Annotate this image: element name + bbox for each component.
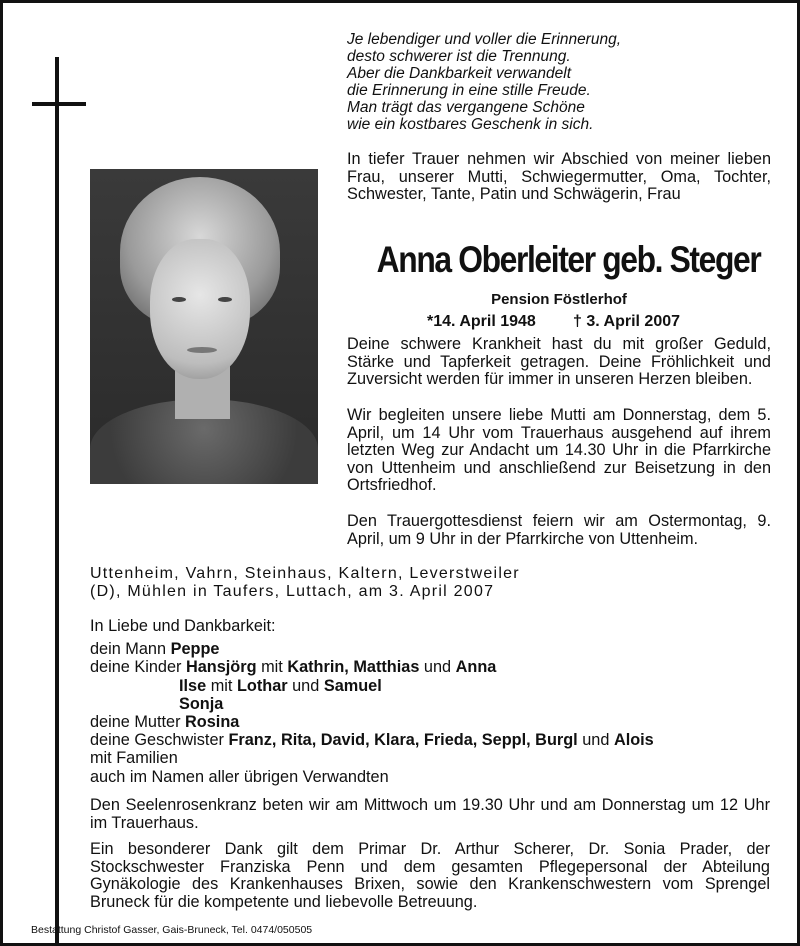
- death-date: † 3. April 2007: [573, 313, 681, 330]
- poem-line: Man trägt das vergangene Schöne: [347, 99, 585, 116]
- poem-line: Je lebendiger und voller die Erinnerung,: [347, 31, 622, 48]
- mourner-husband: dein Mann Peppe: [90, 640, 220, 659]
- birth-date: *14. April 1948: [427, 313, 536, 330]
- memorial-poem: [347, 31, 621, 133]
- mourner-child-3: Sonja: [179, 694, 224, 713]
- poem-line: wie ein kostbares Geschenk in sich.: [347, 116, 594, 133]
- mourner-mother: deine Mutter Rosina: [90, 713, 240, 732]
- mourners-list: [90, 617, 654, 786]
- affiliation: Pension Föstlerhof: [491, 291, 627, 308]
- cross-icon: [55, 57, 59, 945]
- mourner-siblings: deine Geschwister Franz, Rita, David, Klara, Frieda, Seppl, Burgl und Alois: [90, 731, 654, 750]
- photo-mouth: [187, 347, 217, 353]
- tribute-paragraph: Deine schwere Krankheit hast du mit großer Geduld, Stärke und Tapferkeit getragen. Deine Fröhlichkeit und Zuversicht werden für immer in unseren Herzen bleiben.: [347, 335, 771, 388]
- places-date: Uttenheim, Vahrn, Steinhaus, Kaltern, Leverstweiler (D), Mühlen in Taufers, Luttach, am 3. April 2007: [90, 565, 520, 600]
- intro-text: In tiefer Trauer nehmen wir Abschied von meiner lieben Frau, unserer Mutti, Schwiegermutter, Oma, Tochter, Schwester, Tante, Patin und Schwägerin, Frau: [347, 150, 771, 203]
- thanks-notice: Ein besonderer Dank gilt dem Primar Dr. Arthur Scherer, Dr. Sonia Prader, der Stockschwester Franziska Penn und dem gesamten Pflegepersonal der Abteilung Gynäkologie des Krankenhauses Brixen, sowie den Krankenschwestern vom Sprengel Bruneck für die kompetente und liebevolle Betreuung.: [90, 840, 770, 911]
- photo-eye: [218, 297, 232, 302]
- mourner-child-2: Ilse mit Lothar und Samuel: [179, 676, 382, 695]
- mourners-heading: In Liebe und Dankbarkeit:: [90, 617, 276, 635]
- service-paragraph: Den Trauergottesdienst feiern wir am Ostermontag, 9. April, um 9 Uhr in der Pfarrkirche von Uttenheim.: [347, 512, 771, 548]
- poem-line: die Erinnerung in eine stille Freude.: [347, 82, 591, 99]
- poem-line: desto schwerer ist die Trennung.: [347, 48, 571, 65]
- mourner-families: mit Familien: [90, 749, 178, 768]
- cross-icon-bar: [32, 102, 86, 106]
- deceased-name: Anna Oberleiter geb. Steger: [376, 239, 761, 280]
- funeral-home-credit: Bestattung Christof Gasser, Gais-Bruneck, Tel. 0474/050505: [31, 924, 313, 936]
- mourner-children: deine Kinder Hansjörg mit Kathrin, Matthias und Anna: [90, 658, 497, 677]
- rosary-notice: Den Seelenrosenkranz beten wir am Mittwoch um 19.30 Uhr und am Donnerstag um 12 Uhr im Trauerhaus.: [90, 796, 770, 832]
- poem-line: Aber die Dankbarkeit verwandelt: [347, 65, 572, 82]
- portrait-photo: [90, 169, 318, 484]
- mourner-relatives: auch im Namen aller übrigen Verwandten: [90, 767, 389, 786]
- photo-face: [150, 239, 250, 379]
- funeral-info-paragraph: Wir begleiten unsere liebe Mutti am Donnerstag, dem 5. April, um 14 Uhr vom Trauerhaus ausgehend auf ihrem letzten Weg zur Andacht um 14.30 Uhr in die Pfarrkirche von Uttenheim und anschließend zur Beisetzung in den Ortsfriedhof.: [347, 406, 771, 494]
- photo-eye: [172, 297, 186, 302]
